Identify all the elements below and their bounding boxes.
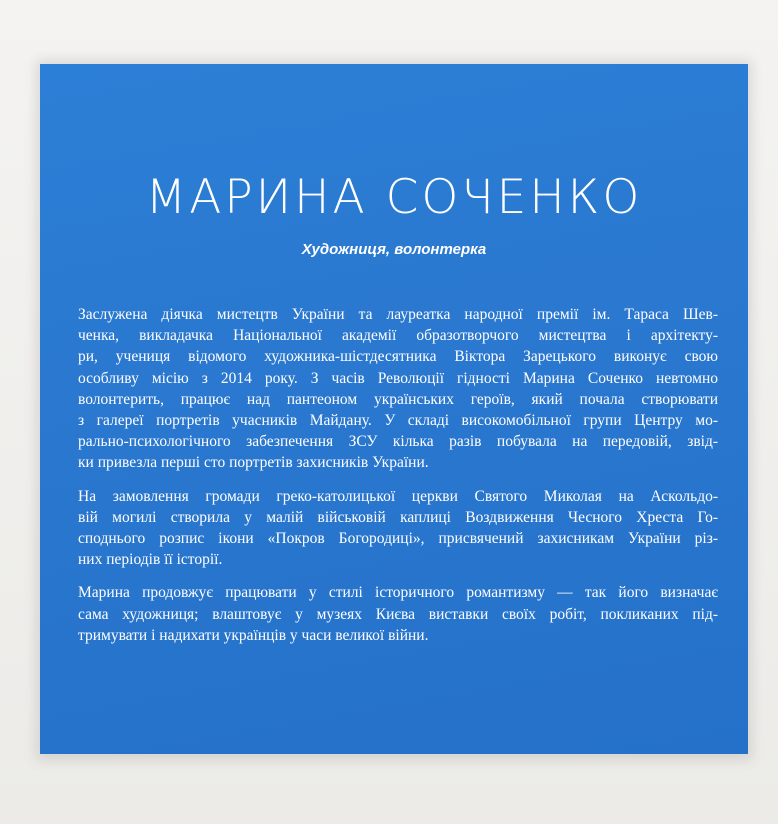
body-text (78, 304, 718, 658)
text-line: з галереї портретів учасників Майдану. У складі високомобільної групи Центру мо- (78, 412, 718, 430)
text-line: ри, учениця відомого художника-шістдесятника Віктора Зарецького виконує свою (78, 348, 718, 366)
page-subtitle: Художниця, волонтерка (301, 241, 487, 258)
text-line: особливу місію з 2014 року. З часів Революції гідності Марина Соченко невтомно (78, 369, 718, 387)
text-line: тримувати і надихати українців у часи великої війни. (78, 626, 429, 644)
text-line: вій могилі створила у малій військовій каплиці Воздвиження Чесного Хреста Го- (78, 508, 718, 526)
page-title: МАРИНА СОЧЕНКО (145, 170, 643, 225)
text-line: ки привезла перші сто портретів захисників України. (78, 454, 429, 472)
paragraph-2 (78, 486, 718, 571)
text-line: споднього розпис ікони «Покров Богородиці», присвячений захисникам України різ- (78, 530, 718, 548)
text-line: волонтерить, працює над пантеоном українських героїв, який почала створювати (78, 390, 718, 408)
paragraph-3 (78, 582, 718, 646)
text-line: сама художниця; влаштовує у музеях Києва виставки своїх робіт, покликаних під- (78, 605, 718, 623)
text-line: На замовлення громади греко-католицької церкви Святого Миколая на Аскольдо- (78, 487, 718, 505)
text-line: ченка, викладачка Національної академії образотворчого мистецтва і архітекту- (78, 327, 718, 345)
book-page (40, 64, 748, 754)
paragraph-1 (78, 304, 718, 474)
text-line: рально-психологічного забезпечення ЗСУ кілька разів побувала на передовій, звід- (78, 433, 718, 451)
text-line: Марина продовжує працювати у стилі історичного романтизму — так його визначає (78, 584, 718, 602)
text-line: Заслужена діячка мистецтв України та лауреатка народної премії ім. Тараса Шев- (78, 306, 718, 323)
text-line: них періодів її історії. (78, 551, 223, 569)
